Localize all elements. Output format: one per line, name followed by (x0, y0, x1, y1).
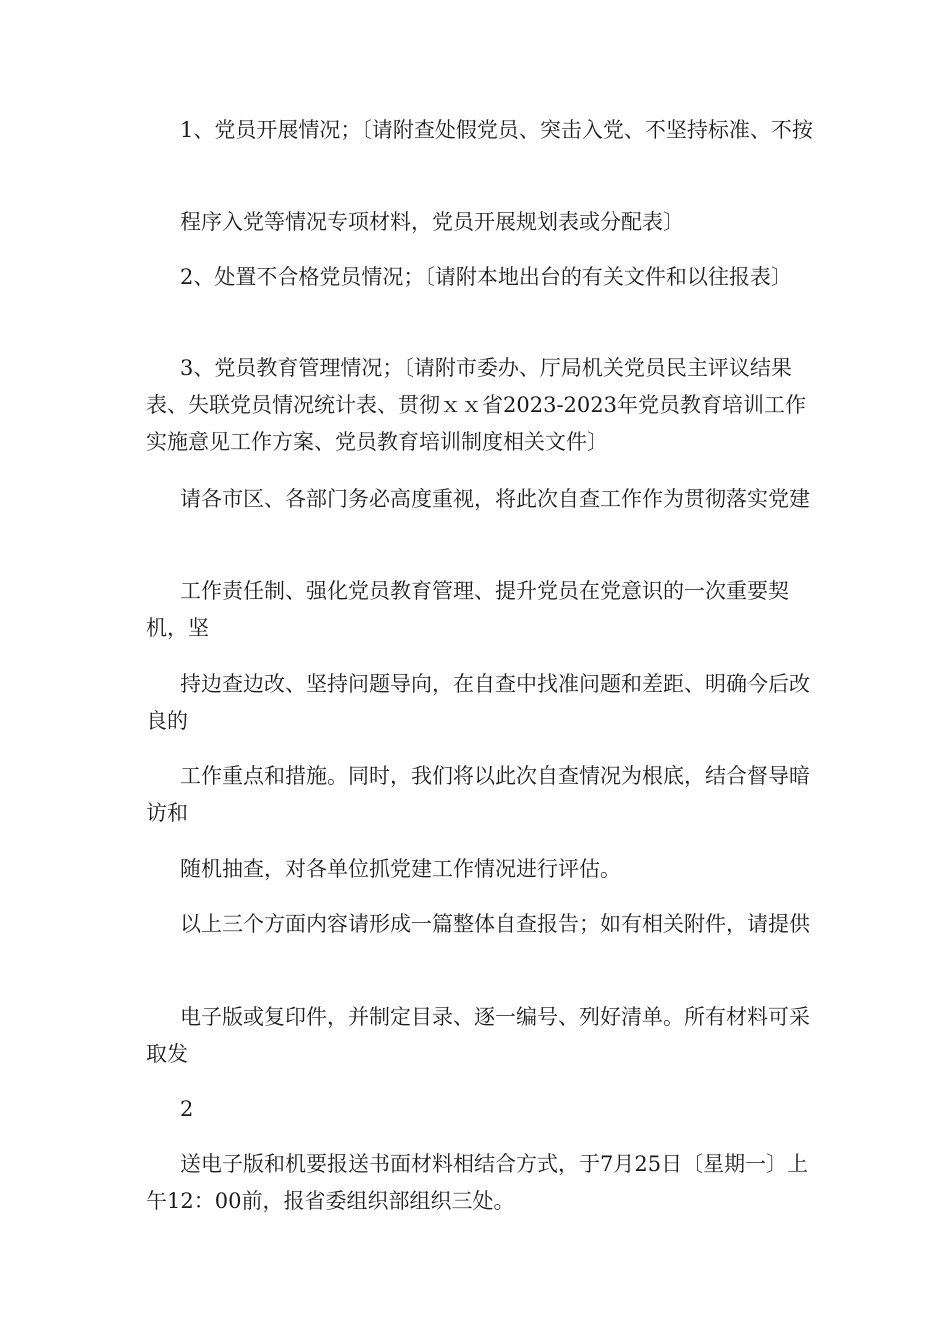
paragraph-self-inspection-report: 以上三个方面内容请形成一篇整体自查报告；如有相关附件，请提供 (180, 912, 810, 936)
paragraph-development-materials: 程序入党等情况专项材料，党员开展规划表或分配表〕 (180, 210, 684, 234)
paragraph-responsibility-system: 工作责任制、强化党员教育管理、提升党员在党意识的一次重要契机，坚 (146, 579, 789, 640)
paragraph-unqualified-members: 2、处置不合格党员情况；〔请附本地出台的有关文件和以往报表〕 (180, 265, 792, 289)
paragraph-submission-deadline: 送电子版和机要报送书面材料相结合方式，于7月25日〔星期一〕上午12：00前，报省委组织部组织三处。 (146, 1152, 809, 1213)
paragraph-problem-orientation: 持边查边改、坚持问题导向，在自查中找准问题和差距、明确今后改良的 (146, 672, 810, 733)
paragraph-party-member-development: 1、党员开展情况；〔请附查处假党员、突击入党、不坚持标准、不按 (180, 118, 813, 142)
paragraph-education-management: 3、党员教育管理情况；〔请附市委办、厅局机关党员民主评议结果表、失联党员情况统计表、贯彻ｘｘ省2023-2023年党员教育培训工作实施意见工作方案、党员教育培训制度相关文件〕 (146, 356, 806, 454)
page-number: 2 (180, 1097, 194, 1121)
paragraph-attach-importance: 请各市区、各部门务必高度重视，将此次自查工作作为贯彻落实党建 (180, 487, 810, 511)
paragraph-key-measures: 工作重点和措施。同时，我们将以此次自查情况为根底，结合督导暗访和 (146, 764, 810, 825)
paragraph-electronic-version: 电子版或复印件，并制定目录、逐一编号、列好清单。所有材料可采取发 (146, 1005, 810, 1066)
paragraph-random-inspection: 随机抽查，对各单位抓党建工作情况进行评估。 (180, 857, 621, 881)
